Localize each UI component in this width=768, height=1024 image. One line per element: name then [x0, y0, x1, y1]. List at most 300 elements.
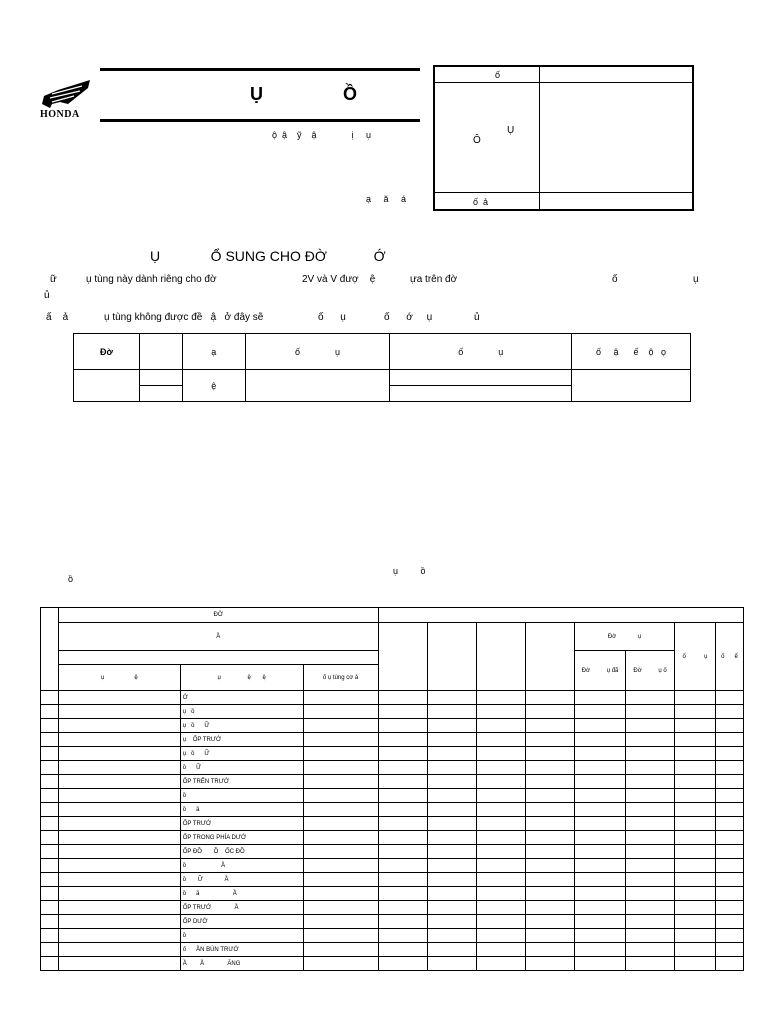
parts-table-cell — [715, 733, 743, 747]
parts-table-cell — [428, 873, 477, 887]
model-table-header-frame: ố ậ ế ộ ọ — [572, 334, 691, 370]
parts-table-cell — [303, 901, 378, 915]
parts-table-cell — [428, 831, 477, 845]
info-box-vertical-divider — [539, 67, 540, 209]
model-table-header-part-a: ố ụ — [245, 334, 390, 370]
parts-table-row-label: ỐP ĐỒ Ồ ỐC ĐỒ — [180, 845, 303, 859]
parts-table-cell — [477, 887, 526, 901]
parts-table-cell — [303, 831, 378, 845]
parts-table-cell — [715, 691, 743, 705]
parts-table-cell — [575, 859, 626, 873]
info-box-top-divider — [435, 82, 692, 83]
parts-table-cell — [303, 705, 378, 719]
parts-table-cell — [378, 719, 428, 733]
parts-table-cell — [378, 915, 428, 929]
parts-table-sub-header: Ầ — [58, 623, 378, 651]
parts-table-cell — [526, 789, 575, 803]
intro-line1-g: ủ — [44, 290, 50, 301]
parts-table-cell — [477, 733, 526, 747]
parts-table-cell — [428, 719, 477, 733]
note-right: ụ ồ — [393, 566, 426, 576]
intro-line1-e: ố — [612, 274, 618, 285]
parts-table-cell — [526, 747, 575, 761]
parts-table-cell — [715, 859, 743, 873]
parts-table-row-label: ụ ồ — [180, 705, 303, 719]
parts-table-cell — [303, 817, 378, 831]
parts-table-spacer — [58, 651, 378, 665]
model-table-cell — [139, 370, 182, 386]
parts-table-cell — [303, 957, 378, 971]
parts-table-cell — [41, 901, 59, 915]
parts-table-row — [41, 943, 744, 957]
parts-table-cell — [715, 901, 743, 915]
model-table-header-part-b: ố ụ — [390, 334, 572, 370]
parts-table-cell — [41, 719, 59, 733]
parts-table-cell — [675, 789, 716, 803]
page-title: Ụ Ồ — [250, 84, 358, 104]
parts-table-cell — [378, 817, 428, 831]
parts-table-row-label: ỐP TRÊN TRƯỚ — [180, 775, 303, 789]
parts-table-cell — [41, 705, 59, 719]
parts-table-cell — [378, 733, 428, 747]
parts-table-cell — [428, 705, 477, 719]
parts-table-row — [41, 719, 744, 733]
parts-table-cell — [477, 719, 526, 733]
parts-table-cell — [626, 789, 675, 803]
parts-table-cell — [675, 831, 716, 845]
parts-table-row-label: ụ ỐP TRƯỚ — [180, 733, 303, 747]
parts-table-cell — [303, 943, 378, 957]
parts-table-cell — [526, 845, 575, 859]
parts-table-cell — [303, 747, 378, 761]
parts-table-cell — [428, 887, 477, 901]
parts-table-cell — [626, 831, 675, 845]
parts-table-cell — [41, 817, 59, 831]
parts-table-cell — [303, 929, 378, 943]
parts-table-cell — [526, 901, 575, 915]
parts-table-cell — [378, 803, 428, 817]
model-table-cell — [572, 370, 691, 402]
parts-table-cell — [58, 747, 180, 761]
model-table-cell — [245, 370, 390, 402]
parts-table-cell — [575, 803, 626, 817]
parts-table-cell — [41, 845, 59, 859]
parts-table-cell — [428, 747, 477, 761]
parts-table-row-label: ỐP TRONG PHÍA DƯỚ — [180, 831, 303, 845]
parts-table-cell — [715, 887, 743, 901]
parts-table-cell — [526, 831, 575, 845]
parts-table-cell — [378, 747, 428, 761]
parts-table-cell — [626, 929, 675, 943]
parts-table-row-label: ụ ồ Ữ — [180, 747, 303, 761]
parts-table-cell — [41, 859, 59, 873]
parts-table-row — [41, 929, 744, 943]
parts-table-cell — [526, 859, 575, 873]
parts-table-cell — [303, 887, 378, 901]
parts-table-cell — [526, 623, 575, 691]
parts-table-row — [41, 691, 744, 705]
parts-table-cell — [58, 803, 180, 817]
parts-table-cell — [526, 873, 575, 887]
parts-table-row — [41, 733, 744, 747]
model-table-header-blank — [139, 334, 182, 370]
parts-table-cell — [428, 761, 477, 775]
honda-wing-icon — [38, 78, 94, 112]
parts-table-cell — [575, 845, 626, 859]
parts-table-cell — [378, 623, 428, 691]
parts-table-row-label: ồ — [180, 789, 303, 803]
parts-table-cell — [626, 803, 675, 817]
parts-table-cell — [58, 915, 180, 929]
parts-table-cell — [41, 831, 59, 845]
parts-table-cell — [303, 873, 378, 887]
parts-table-cell — [526, 929, 575, 943]
parts-table-cell — [477, 691, 526, 705]
parts-table-cell — [428, 845, 477, 859]
parts-table-cell — [675, 957, 716, 971]
parts-table-row — [41, 957, 744, 971]
parts-table-cell — [303, 789, 378, 803]
parts-table-col-c: ố ụ tùng cơ ả — [303, 665, 378, 691]
parts-table-cell — [675, 943, 716, 957]
parts-table-cell — [575, 929, 626, 943]
parts-table-cell — [626, 915, 675, 929]
parts-table-row — [41, 761, 744, 775]
parts-table-row-label: Ầ Ầ ĂNG — [180, 957, 303, 971]
parts-table-cell — [477, 957, 526, 971]
parts-table-corner — [41, 608, 59, 691]
parts-table-cell — [41, 873, 59, 887]
parts-table-row — [41, 831, 744, 845]
parts-table-cell — [715, 747, 743, 761]
parts-table-row-label: ồ ầ — [180, 803, 303, 817]
parts-table-cell — [575, 775, 626, 789]
model-table-header-type: ạ — [182, 334, 245, 370]
parts-table-cell — [303, 691, 378, 705]
parts-table-row-label: ụ ồ Ữ — [180, 719, 303, 733]
parts-table-cell — [303, 733, 378, 747]
dateline: ạ ă á — [366, 194, 407, 204]
page-subtitle: ộ ậ ỹ ậ ị ụ — [272, 130, 372, 140]
parts-table-cell — [526, 691, 575, 705]
parts-table-cell — [675, 775, 716, 789]
parts-table-cell — [477, 845, 526, 859]
parts-table-cell — [575, 957, 626, 971]
parts-table-cell — [58, 775, 180, 789]
parts-table-cell — [575, 887, 626, 901]
parts-table-cell — [626, 691, 675, 705]
model-table-header-model: Đờ — [74, 334, 140, 370]
parts-table-right-group: Đờ ụ — [575, 623, 675, 651]
parts-table-col-a: ụ ệ — [58, 665, 180, 691]
parts-table-row — [41, 873, 744, 887]
header-bottom-rule — [100, 119, 420, 122]
parts-table-cell — [575, 817, 626, 831]
parts-table-cell — [675, 901, 716, 915]
parts-table-cell — [626, 775, 675, 789]
parts-table — [40, 607, 744, 971]
parts-table-cell — [626, 873, 675, 887]
parts-table-cell — [626, 733, 675, 747]
parts-table-cell — [575, 915, 626, 929]
parts-table-cell — [58, 957, 180, 971]
parts-table-cell — [575, 733, 626, 747]
model-table-type-value: ệ — [182, 370, 245, 402]
parts-table-cell — [526, 733, 575, 747]
parts-table-row — [41, 803, 744, 817]
intro-line1-f: ụ — [693, 274, 699, 285]
parts-table-cell — [428, 691, 477, 705]
parts-table-cell — [477, 789, 526, 803]
intro-line2-e: ủ — [474, 312, 480, 323]
model-table-cell — [390, 386, 572, 402]
parts-table-cell — [378, 957, 428, 971]
parts-table-cell — [626, 845, 675, 859]
parts-table-cell — [526, 775, 575, 789]
parts-table-cell — [428, 915, 477, 929]
parts-table-cell — [41, 887, 59, 901]
parts-table-row — [41, 859, 744, 873]
parts-table-cell — [477, 803, 526, 817]
parts-table-cell — [626, 747, 675, 761]
parts-table-cell — [626, 957, 675, 971]
parts-table-cell — [626, 761, 675, 775]
parts-table-row-label: ồ Ữ — [180, 761, 303, 775]
parts-table-cell — [626, 943, 675, 957]
parts-table-cell — [526, 761, 575, 775]
parts-table-cell — [58, 831, 180, 845]
parts-table-cell — [526, 803, 575, 817]
parts-table-cell — [675, 803, 716, 817]
parts-table-right-col-a: ố ụ — [675, 623, 716, 691]
parts-table-cell — [675, 845, 716, 859]
parts-table-cell — [378, 859, 428, 873]
parts-table-cell — [675, 873, 716, 887]
info-box — [433, 65, 694, 211]
info-box-bottom-label: ố ả — [473, 197, 489, 207]
parts-table-cell — [715, 845, 743, 859]
parts-table-cell — [428, 733, 477, 747]
parts-table-cell — [526, 957, 575, 971]
parts-table-cell — [58, 817, 180, 831]
parts-table-cell — [58, 929, 180, 943]
parts-table-cell — [477, 901, 526, 915]
parts-table-cell — [626, 817, 675, 831]
parts-table-cell — [41, 915, 59, 929]
parts-table-cell — [477, 623, 526, 691]
parts-table-row-label: ỐP TRƯỚ Ầ — [180, 901, 303, 915]
parts-table-cell — [303, 803, 378, 817]
parts-table-cell — [715, 719, 743, 733]
model-table-cell — [139, 386, 182, 402]
intro-line2-a: ấ ả — [46, 312, 69, 323]
parts-table-cell — [477, 705, 526, 719]
parts-table-cell — [428, 789, 477, 803]
parts-table-cell — [58, 705, 180, 719]
intro-line1-a: ữ — [50, 274, 57, 285]
parts-table-cell — [675, 817, 716, 831]
parts-table-cell — [41, 733, 59, 747]
intro-line2-d: ố ớ ụ — [384, 312, 433, 323]
parts-table-cell — [428, 623, 477, 691]
honda-logo — [38, 78, 94, 122]
info-box-bottom-divider — [435, 192, 692, 193]
parts-table-cell — [378, 887, 428, 901]
parts-table-cell — [58, 761, 180, 775]
model-table — [73, 333, 691, 402]
parts-table-row — [41, 887, 744, 901]
info-box-middle-label-b: Ô — [473, 135, 481, 146]
parts-table-cell — [675, 929, 716, 943]
parts-table-cell — [428, 775, 477, 789]
parts-table-row — [41, 747, 744, 761]
intro-line1-d: ựa trên đờ — [410, 274, 458, 285]
parts-table-cell — [575, 761, 626, 775]
parts-table-cell — [715, 761, 743, 775]
parts-table-cell — [715, 705, 743, 719]
parts-table-cell — [715, 775, 743, 789]
parts-table-cell — [675, 887, 716, 901]
parts-table-cell — [378, 943, 428, 957]
parts-table-cell — [526, 915, 575, 929]
parts-table-cell — [715, 873, 743, 887]
parts-table-cell — [378, 873, 428, 887]
parts-table-cell — [675, 733, 716, 747]
parts-table-cell — [715, 929, 743, 943]
parts-table-cell — [58, 859, 180, 873]
parts-table-cell — [378, 705, 428, 719]
note-left: ồ — [68, 574, 74, 584]
parts-table-cell — [575, 943, 626, 957]
parts-table-row — [41, 775, 744, 789]
parts-table-cell — [58, 733, 180, 747]
logo-text: HONDA — [40, 109, 80, 120]
parts-table-cell — [575, 747, 626, 761]
parts-table-cell — [378, 845, 428, 859]
intro-line1-b: ụ tùng này dành riêng cho đờ — [86, 274, 217, 285]
parts-table-cell — [428, 817, 477, 831]
parts-table-cell — [626, 887, 675, 901]
parts-table-cell — [575, 691, 626, 705]
parts-table-cell — [303, 719, 378, 733]
parts-table-row-label: ố ẦN BÙN TRƯỚ — [180, 943, 303, 957]
parts-table-cell — [715, 803, 743, 817]
parts-table-cell — [715, 957, 743, 971]
parts-table-cell — [378, 761, 428, 775]
parts-table-cell — [526, 943, 575, 957]
parts-table-cell — [428, 859, 477, 873]
parts-table-cell — [58, 887, 180, 901]
parts-table-cell — [675, 705, 716, 719]
parts-table-cell — [575, 873, 626, 887]
parts-table-cell — [58, 719, 180, 733]
section-heading: Ụ Ổ SUNG CHO ĐỜ Ớ — [150, 248, 386, 264]
parts-table-cell — [715, 831, 743, 845]
intro-line2-b: ụ tùng không được đề ậ ở đây sẽ — [104, 312, 264, 323]
parts-table-row-label: ồ Ầ — [180, 859, 303, 873]
parts-table-cell — [303, 845, 378, 859]
parts-table-cell — [575, 831, 626, 845]
parts-table-cell — [58, 943, 180, 957]
parts-table-cell — [41, 929, 59, 943]
parts-table-cell — [715, 817, 743, 831]
parts-table-row — [41, 901, 744, 915]
info-box-middle-label-a: Ụ — [507, 125, 515, 136]
parts-table-row-label: ồ Ữ Ầ — [180, 873, 303, 887]
model-table-cell — [390, 370, 572, 386]
parts-table-cell — [626, 901, 675, 915]
parts-table-cell — [378, 929, 428, 943]
parts-table-cell — [575, 719, 626, 733]
parts-table-cell — [575, 901, 626, 915]
parts-table-cell — [428, 957, 477, 971]
parts-table-cell — [477, 831, 526, 845]
parts-table-cell — [626, 705, 675, 719]
parts-table-row — [41, 915, 744, 929]
parts-table-cell — [41, 775, 59, 789]
parts-table-cell — [626, 719, 675, 733]
parts-table-cell — [58, 873, 180, 887]
parts-table-cell — [58, 691, 180, 705]
parts-table-cell — [526, 887, 575, 901]
parts-table-cell — [428, 929, 477, 943]
parts-table-cell — [715, 915, 743, 929]
parts-table-cell — [41, 691, 59, 705]
model-table-cell — [74, 370, 140, 402]
parts-table-right-sub-a: Đờ ụ đã — [575, 651, 626, 691]
intro-line2-c: ố ụ — [318, 312, 346, 323]
parts-table-right-sub-b: Đờ ụ ố — [626, 651, 675, 691]
parts-table-cell — [58, 789, 180, 803]
parts-table-cell — [41, 943, 59, 957]
parts-table-cell — [477, 943, 526, 957]
parts-table-cell — [303, 761, 378, 775]
parts-table-cell — [675, 691, 716, 705]
parts-table-cell — [41, 747, 59, 761]
parts-table-cell — [378, 775, 428, 789]
parts-table-cell — [428, 943, 477, 957]
parts-table-row — [41, 845, 744, 859]
parts-table-top-header: ĐỜ — [58, 608, 378, 623]
parts-table-cell — [58, 901, 180, 915]
parts-table-cell — [477, 929, 526, 943]
parts-table-cell — [477, 915, 526, 929]
parts-table-cell — [303, 775, 378, 789]
parts-table-row-label: ỐP TRƯỚ — [180, 817, 303, 831]
parts-table-cell — [428, 901, 477, 915]
info-box-top-label: ố — [495, 70, 501, 80]
parts-table-cell — [675, 859, 716, 873]
parts-table-cell — [303, 915, 378, 929]
parts-table-cell — [675, 761, 716, 775]
parts-table-cell — [477, 873, 526, 887]
parts-table-row — [41, 789, 744, 803]
parts-table-cell — [477, 775, 526, 789]
parts-table-cell — [477, 859, 526, 873]
parts-table-cell — [526, 705, 575, 719]
parts-table-cell — [575, 705, 626, 719]
parts-table-cell — [675, 747, 716, 761]
parts-table-right-col-b: ố ể — [715, 623, 743, 691]
parts-table-row-label: ồ ầ Ầ — [180, 887, 303, 901]
parts-table-cell — [41, 803, 59, 817]
parts-table-cell — [526, 719, 575, 733]
parts-table-cell — [41, 957, 59, 971]
parts-table-cell — [675, 915, 716, 929]
parts-table-cell — [303, 859, 378, 873]
parts-table-row — [41, 705, 744, 719]
parts-table-cell — [675, 719, 716, 733]
